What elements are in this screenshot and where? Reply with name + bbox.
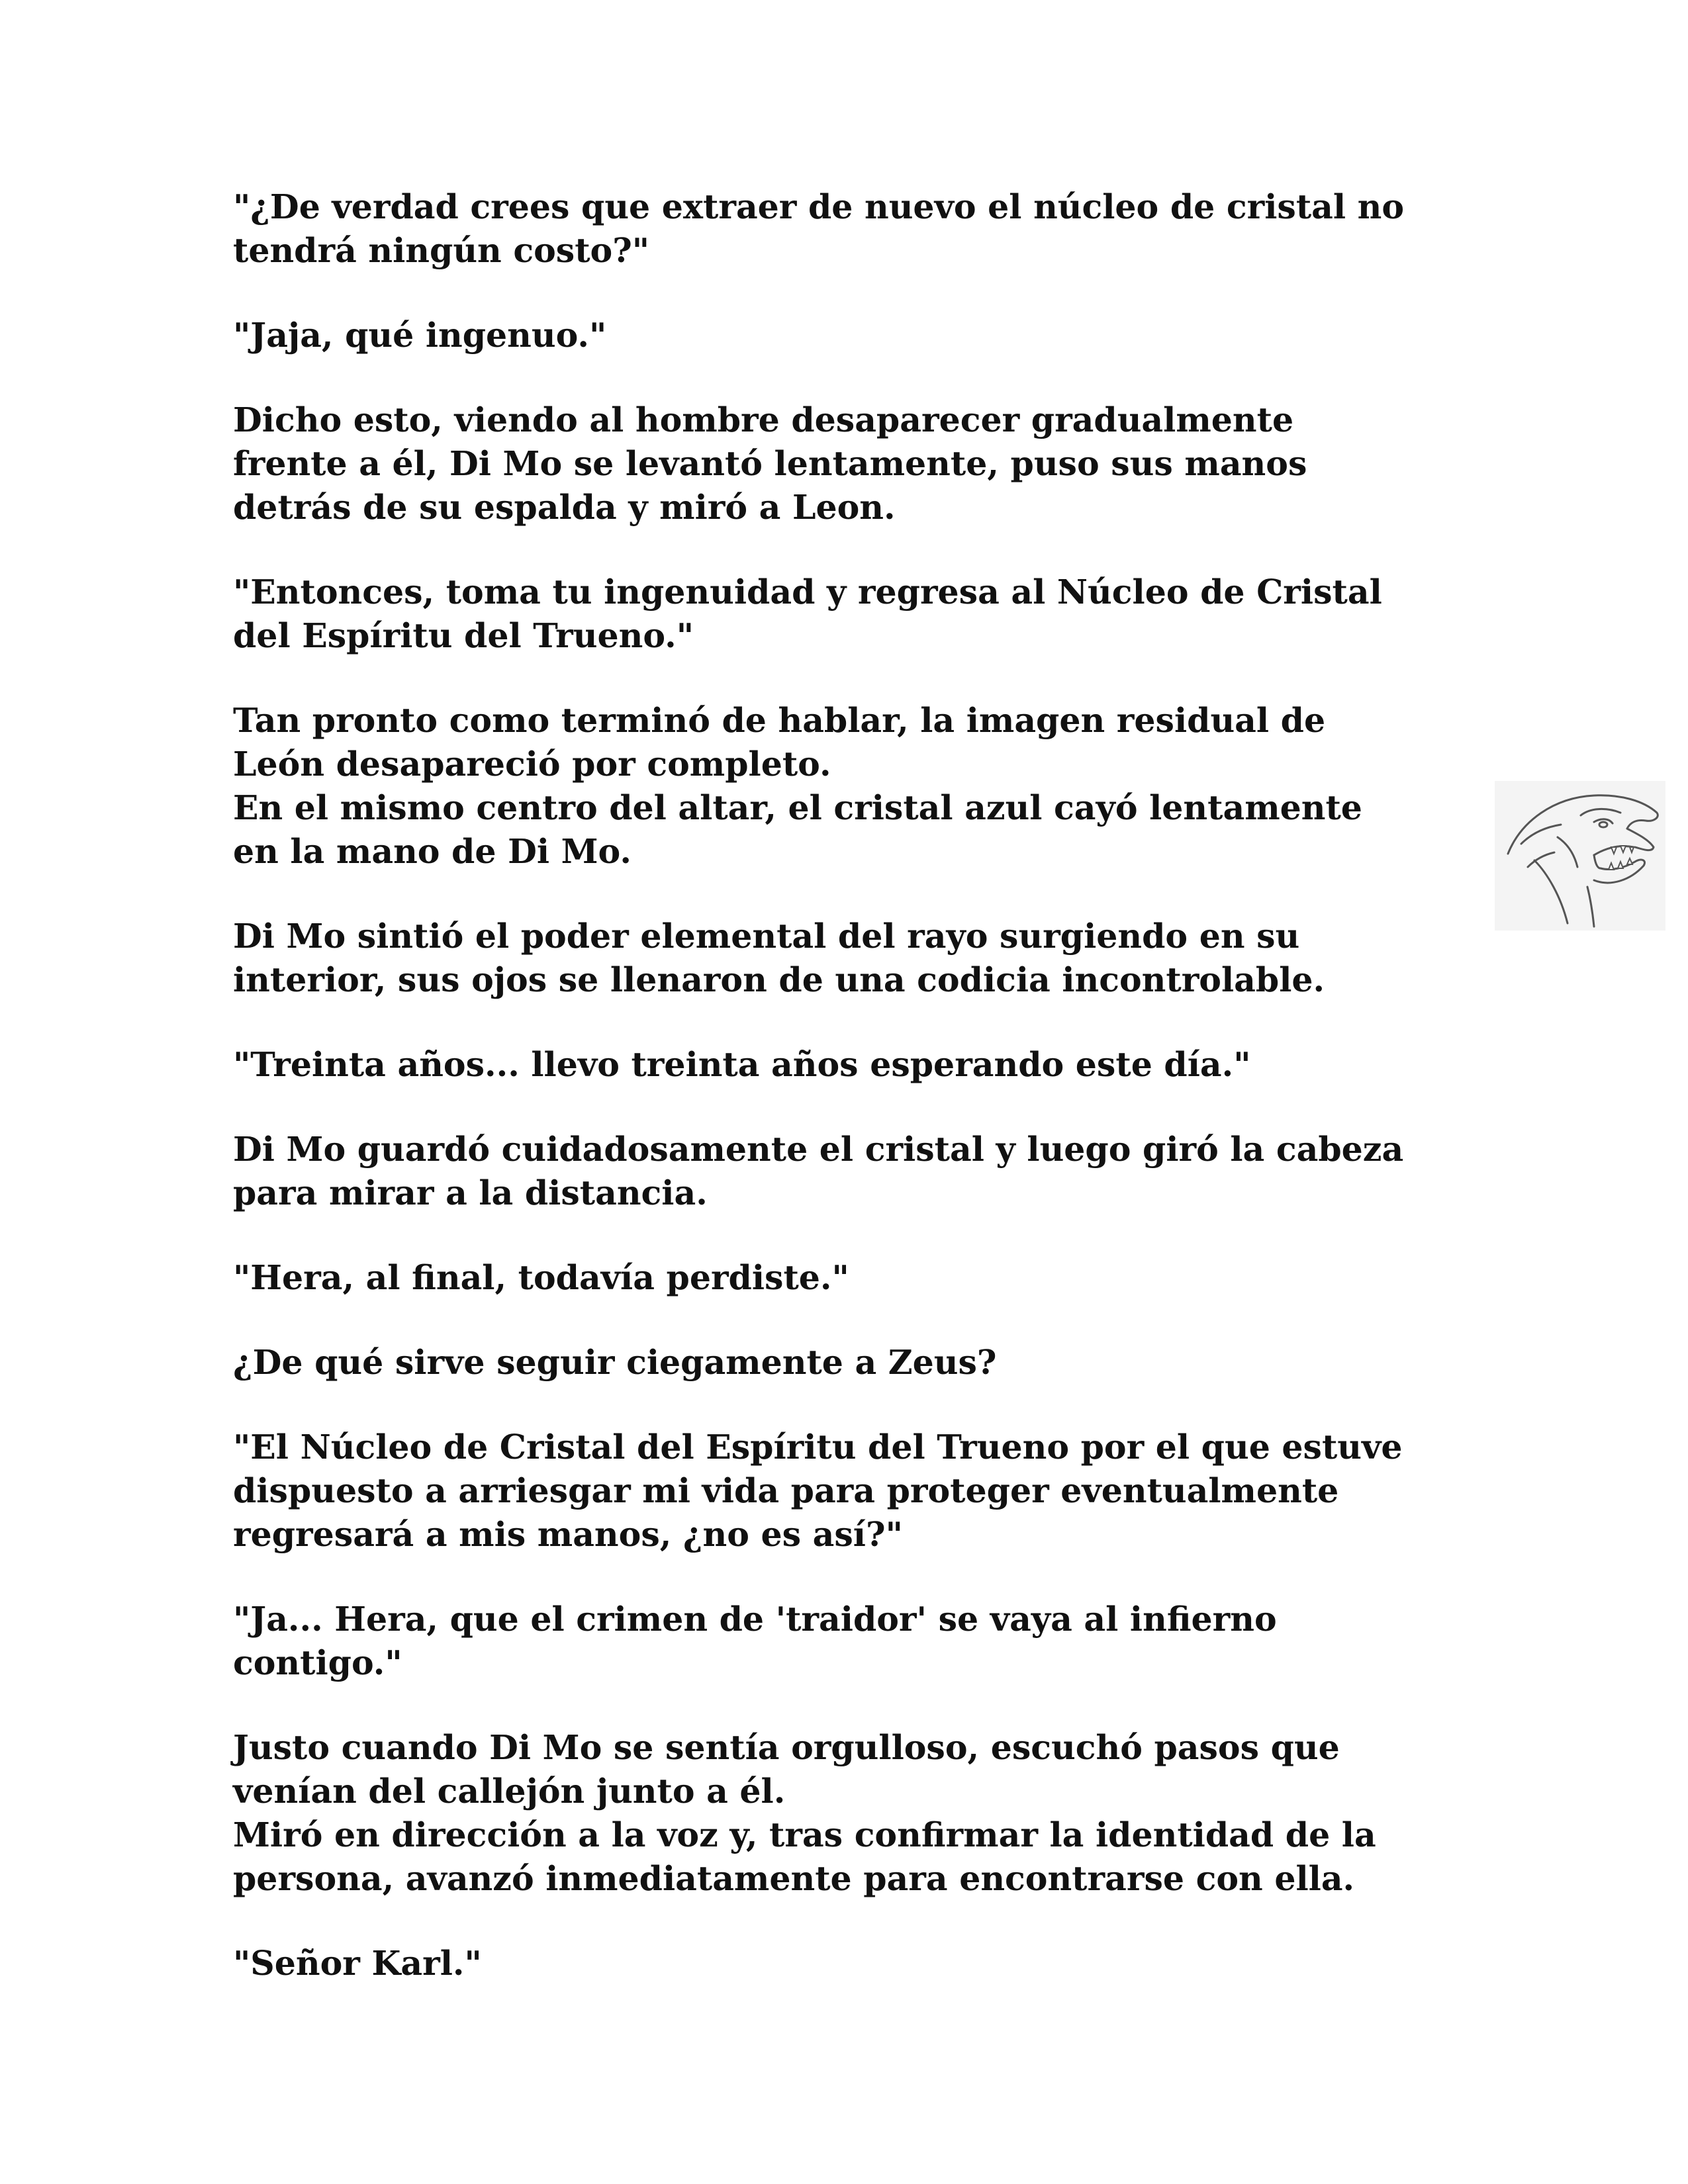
- paragraph: [233, 1942, 1477, 1985]
- text-line: "Treinta años... llevo treinta años esperando este día.": [233, 1045, 1251, 1084]
- text-line: "Hera, al final, todavía perdiste.": [233, 1258, 849, 1297]
- text-line: "Jaja, qué ingenuo.": [233, 316, 607, 355]
- text-line: Miró en dirección a la voz y, tras confirmar la identidad de la: [233, 1815, 1376, 1854]
- paragraph: [233, 1341, 1477, 1385]
- text-line: venían del callejón junto a él.: [233, 1772, 786, 1811]
- story-text: [233, 185, 1477, 2026]
- paragraph: [233, 398, 1477, 529]
- text-line: "¿De verdad crees que extraer de nuevo el núcleo de cristal no: [233, 187, 1405, 226]
- text-line: Di Mo sintió el poder elemental del rayo surgiendo en su: [233, 917, 1300, 956]
- text-line: Di Mo guardó cuidadosamente el cristal y luego giró la cabeza: [233, 1130, 1404, 1169]
- text-line: "Ja... Hera, que el crimen de 'traidor' se vaya al infierno: [233, 1600, 1277, 1639]
- paragraph: [233, 1426, 1477, 1557]
- paragraph: [233, 1726, 1477, 1901]
- text-line: Dicho esto, viendo al hombre desaparecer gradualmente: [233, 400, 1294, 439]
- text-line: Tan pronto como terminó de hablar, la imagen residual de: [233, 701, 1326, 740]
- text-line: regresará a mis manos, ¿no es así?": [233, 1515, 903, 1554]
- paragraph: [233, 699, 1477, 874]
- paragraph: [233, 570, 1477, 658]
- text-line: persona, avanzó inmediatamente para encontrarse con ella.: [233, 1859, 1355, 1898]
- paragraph: [233, 185, 1477, 273]
- paragraph: [233, 915, 1477, 1002]
- text-line: contigo.": [233, 1643, 402, 1682]
- paragraph: [233, 1043, 1477, 1087]
- dinosaur-head-icon: [1495, 781, 1665, 931]
- paragraph: [233, 1128, 1477, 1215]
- text-line: ¿De qué sirve seguir ciegamente a Zeus?: [233, 1343, 997, 1382]
- text-line: dispuesto a arriesgar mi vida para proteger eventualmente: [233, 1471, 1339, 1510]
- text-line: del Espíritu del Trueno.": [233, 616, 694, 655]
- text-line: "Señor Karl.": [233, 1944, 482, 1983]
- text-line: para mirar a la distancia.: [233, 1173, 708, 1212]
- text-line: Justo cuando Di Mo se sentía orgulloso, escuchó pasos que: [233, 1728, 1340, 1767]
- text-line: "Entonces, toma tu ingenuidad y regresa al Núcleo de Cristal: [233, 572, 1382, 612]
- text-line: en la mano de Di Mo.: [233, 832, 632, 871]
- text-line: León desapareció por completo.: [233, 745, 831, 784]
- text-line: interior, sus ojos se llenaron de una codicia incontrolable.: [233, 960, 1325, 999]
- text-line: tendrá ningún costo?": [233, 231, 650, 270]
- text-line: En el mismo centro del altar, el cristal azul cayó lentamente: [233, 788, 1362, 827]
- paragraph: [233, 1598, 1477, 1685]
- paragraph: [233, 314, 1477, 357]
- paragraph: [233, 1256, 1477, 1300]
- text-line: "El Núcleo de Cristal del Espíritu del Trueno por el que estuve: [233, 1428, 1403, 1467]
- text-line: frente a él, Di Mo se levantó lentamente, puso sus manos: [233, 444, 1307, 483]
- text-line: detrás de su espalda y miró a Leon.: [233, 488, 896, 527]
